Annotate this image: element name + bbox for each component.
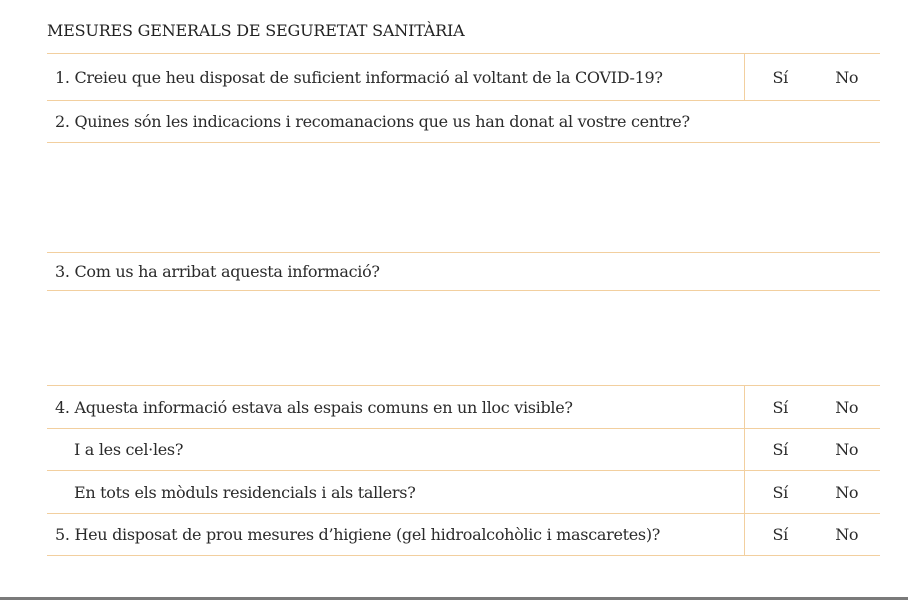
question-4a-no-option[interactable]: No bbox=[835, 440, 859, 459]
questionnaire-form bbox=[47, 53, 880, 556]
question-4a-text: I a les cel·les? bbox=[74, 440, 184, 459]
question-4-no-option[interactable]: No bbox=[835, 397, 859, 417]
question-4b-no-option[interactable]: No bbox=[835, 482, 859, 502]
question-4a-options bbox=[744, 429, 880, 470]
question-3-text: 3. Com us ha arribat aquesta informació? bbox=[55, 262, 380, 281]
question-row-5 bbox=[47, 514, 880, 556]
question-row-2 bbox=[47, 101, 880, 143]
question-4-text: 4. Aquesta informació estava als espais comuns en un lloc visible? bbox=[55, 397, 573, 417]
question-row-1 bbox=[47, 53, 880, 101]
question-1-options bbox=[744, 54, 880, 100]
question-3-answer-area[interactable] bbox=[47, 291, 880, 386]
question-1-text: 1. Creieu que heu disposat de suficient informació al voltant de la COVID-19? bbox=[55, 67, 663, 87]
question-2-text: 2. Quines són les indicacions i recomanacions que us han donat al vostre centre? bbox=[55, 112, 690, 131]
question-row-4 bbox=[47, 386, 880, 429]
question-4-options bbox=[744, 386, 880, 428]
question-5-no-option[interactable]: No bbox=[835, 525, 859, 544]
question-4b-text: En tots els mòduls residencials i als tallers? bbox=[74, 482, 416, 502]
question-row-4b bbox=[47, 471, 880, 514]
page-title: MESURES GENERALS DE SEGURETAT SANITÀRIA bbox=[47, 20, 465, 40]
question-1-yes-option[interactable]: Sí bbox=[772, 67, 788, 87]
question-5-options bbox=[744, 514, 880, 555]
question-row-4a bbox=[47, 429, 880, 471]
question-4b-options bbox=[744, 471, 880, 513]
question-5-yes-option[interactable]: Sí bbox=[772, 525, 788, 544]
question-2-answer-area[interactable] bbox=[47, 143, 880, 253]
question-row-3 bbox=[47, 253, 880, 291]
question-4a-yes-option[interactable]: Sí bbox=[772, 440, 788, 459]
question-4b-yes-option[interactable]: Sí bbox=[772, 482, 788, 502]
question-1-no-option[interactable]: No bbox=[835, 67, 859, 87]
question-4-yes-option[interactable]: Sí bbox=[772, 397, 788, 417]
question-5-text: 5. Heu disposat de prou mesures d’higiene (gel hidroalcohòlic i mascaretes)? bbox=[55, 525, 661, 544]
